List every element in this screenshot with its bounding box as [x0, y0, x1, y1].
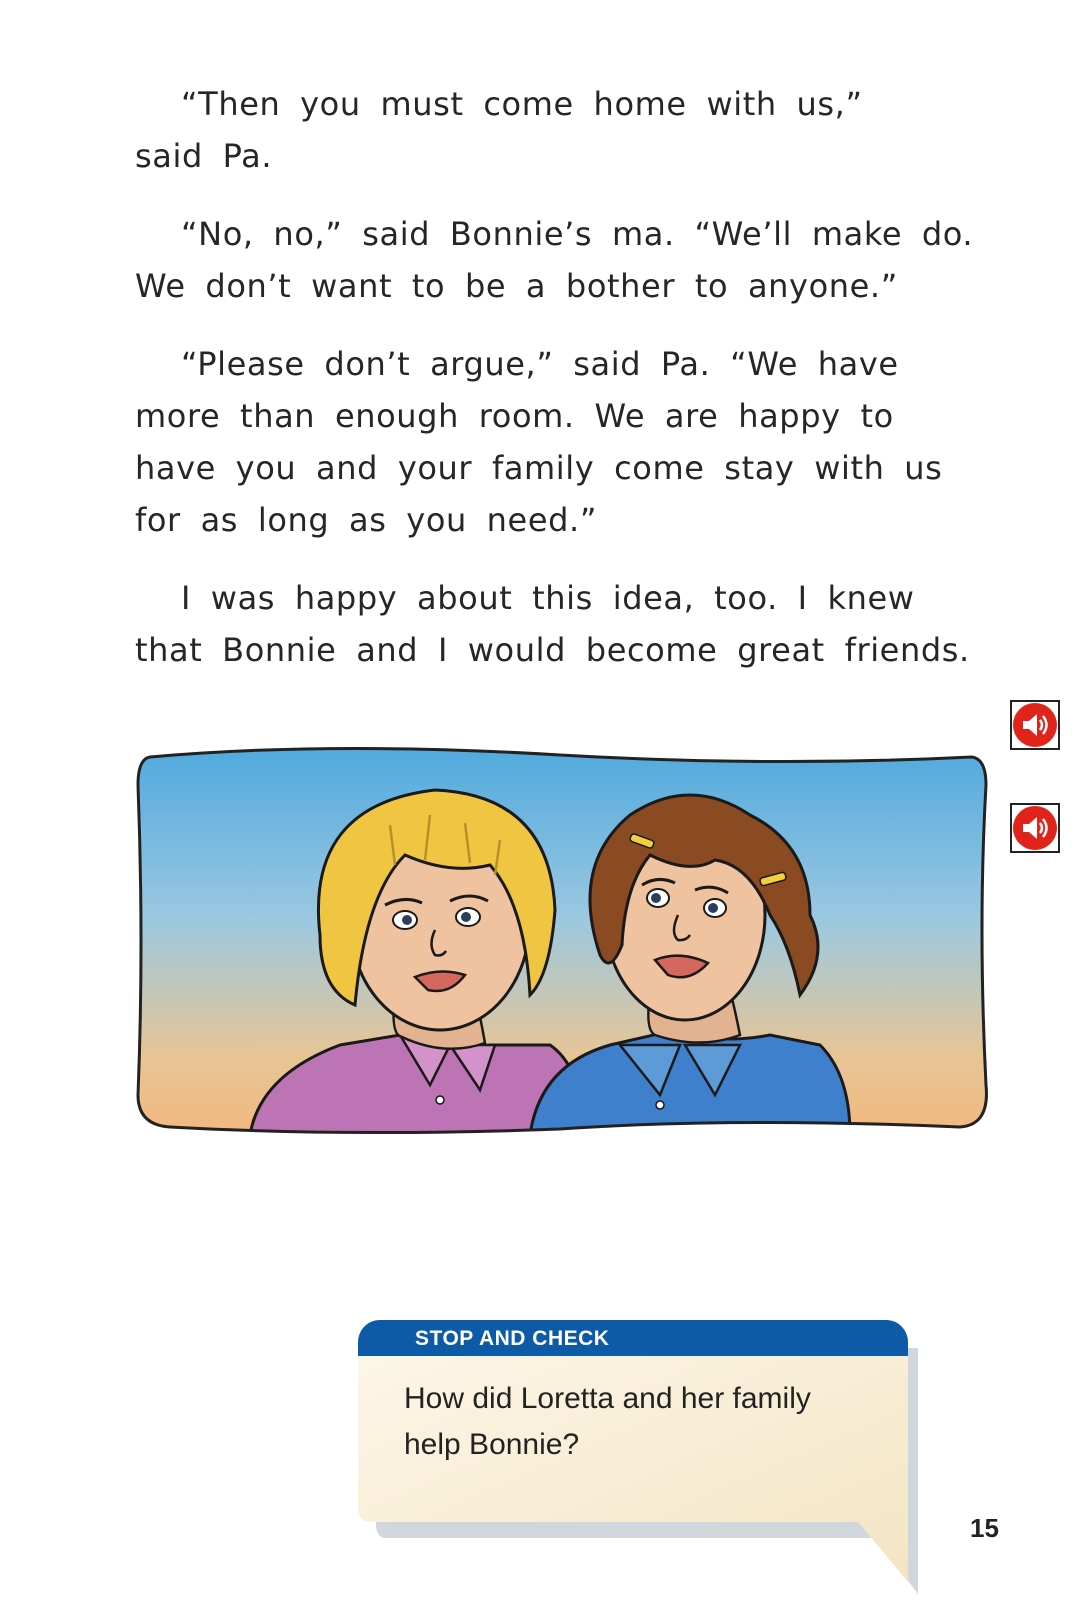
- speaker-icon: [1013, 703, 1057, 747]
- page-number: 15: [970, 1513, 999, 1543]
- text-line: “Then you must come home with us,”: [181, 85, 863, 123]
- text-line: have you and your family come stay with us: [135, 449, 943, 487]
- paragraph-3: [135, 338, 995, 546]
- text-line: for as long as you need.”: [135, 501, 597, 539]
- question-line: How did Loretta and her family: [404, 1382, 811, 1415]
- stop-and-check-box: [358, 1320, 918, 1600]
- question-line: help Bonnie?: [404, 1428, 580, 1461]
- text-line: said Pa.: [135, 137, 273, 175]
- text-line: that Bonnie and I would become great friends.: [135, 631, 970, 669]
- stop-and-check-heading: STOP AND CHECK: [358, 1320, 908, 1356]
- speaker-icon: [1013, 806, 1057, 850]
- text-line: more than enough room. We are happy to: [135, 397, 894, 435]
- text-line: “Please don’t argue,” said Pa. “We have: [181, 345, 899, 383]
- audio-play-button[interactable]: [1010, 803, 1060, 853]
- stop-and-check-question: [404, 1376, 864, 1468]
- text-line: “No, no,” said Bonnie’s ma. “We’ll make do.: [181, 215, 974, 253]
- paragraph-2: [135, 208, 995, 312]
- text-line: We don’t want to be a bother to anyone.”: [135, 267, 898, 305]
- audio-play-button[interactable]: [1010, 700, 1060, 750]
- story-illustration: [130, 745, 992, 1135]
- paragraph-1: [135, 78, 995, 182]
- text-line: I was happy about this idea, too. I knew: [181, 579, 915, 617]
- paragraph-4: [135, 572, 995, 676]
